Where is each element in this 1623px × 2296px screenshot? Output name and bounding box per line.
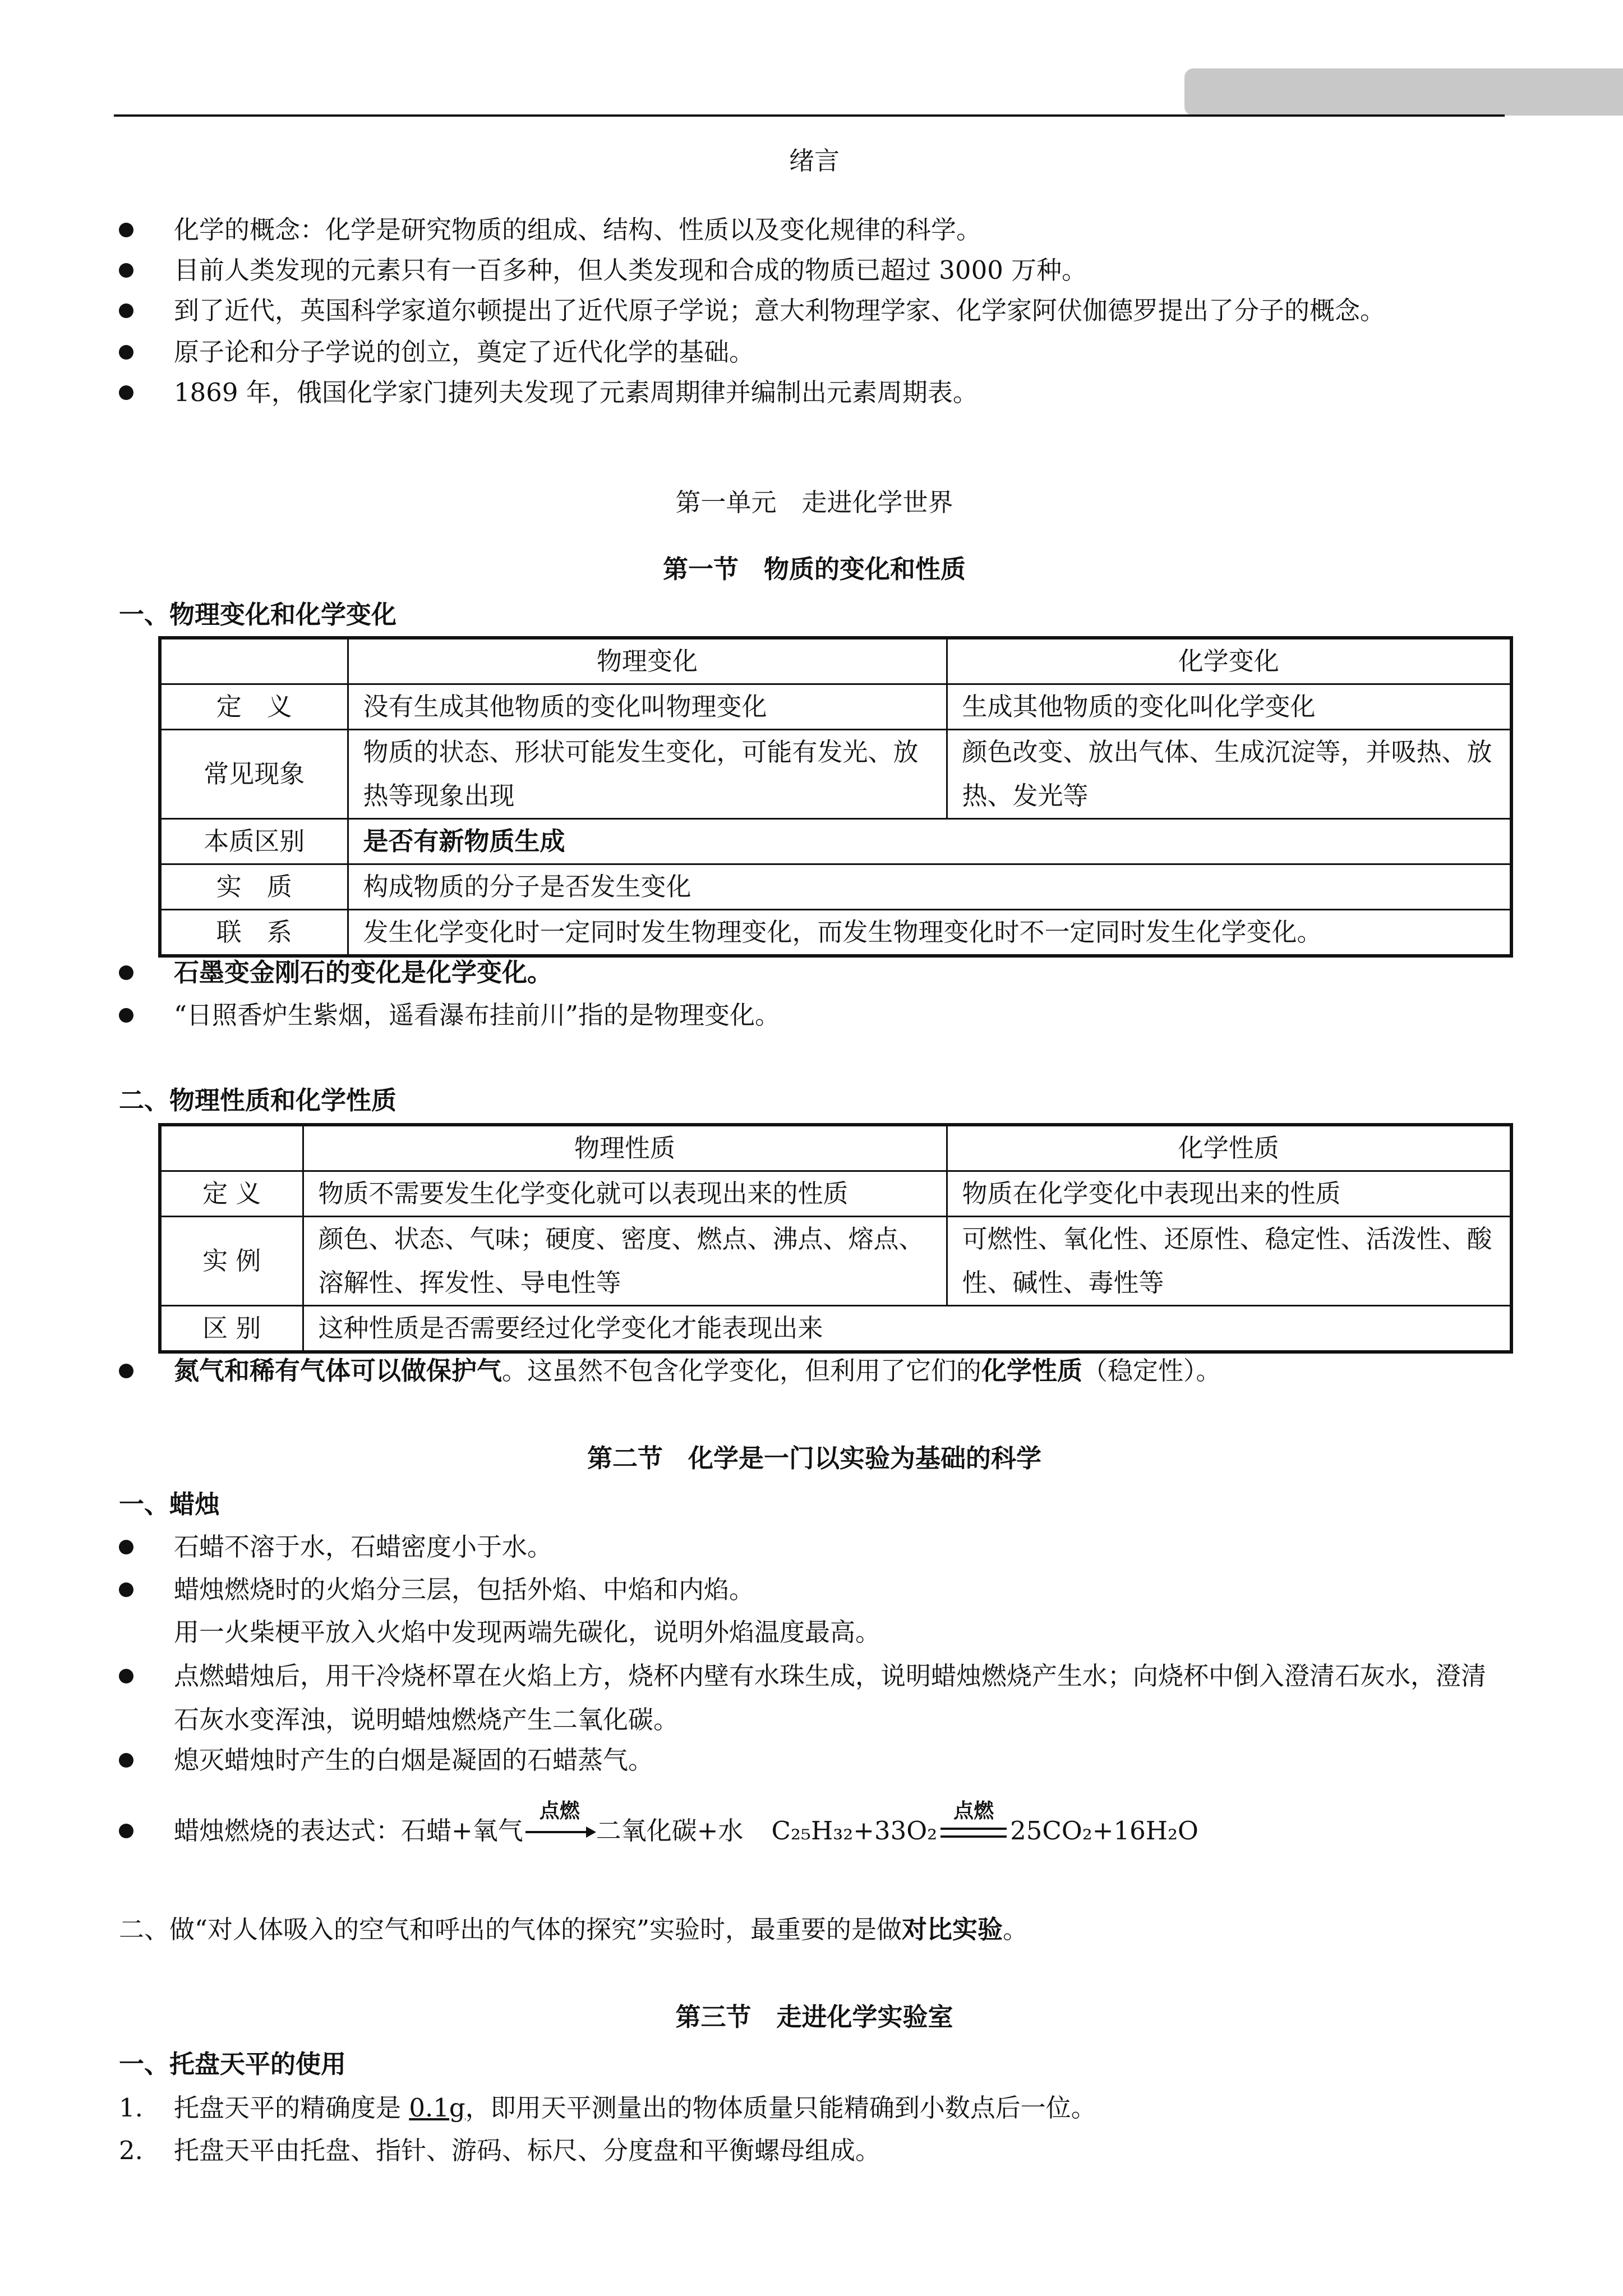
section2-part2-bold: 对比实验 [902,1915,1003,1944]
bullet-icon [119,1573,153,1607]
cell-relation: 发生化学变化时一定同时发生物理变化，而发生物理变化时不一定同时发生化学变化。 [348,910,1511,956]
col-header-physical-property: 物理性质 [303,1125,947,1171]
bullet-icon [119,254,153,287]
poem-note: “日照香炉生紫烟，遥看瀑布挂前川”指的是物理变化。 [174,1000,781,1030]
table-corner [160,1125,303,1171]
formula-products: 25CO₂+16H₂O [1010,1816,1198,1846]
table-corner [160,638,348,684]
cell-physical-phenomena: 物质的状态、形状可能发生变化，可能有发光、放热等现象出现 [348,730,947,819]
bullet-icon [119,1743,153,1777]
cell-chemical-property-definition: 物质在化学变化中表现出来的性质 [947,1171,1511,1217]
cell-physical-property-examples: 颜色、状态、气味；硬度、密度、燃点、沸点、熔点、溶解性、挥发性、导电性等 [303,1217,947,1306]
cell-physical-property-definition: 物质不需要发生化学变化就可以表现出来的性质 [303,1171,947,1217]
candle-bullet-1: 石蜡不溶于水，石蜡密度小于水。 [174,1532,553,1562]
bullet-icon [119,335,153,369]
candle-bullet-2: 蜡烛燃烧时的火焰分三层，包括外焰、中焰和内焰。 [174,1575,755,1604]
bullet-icon [119,999,153,1032]
balance-item-1-post: ，即用天平测量出的物体质量只能精确到小数点后一位。 [465,2093,1096,2123]
unit-title: 第一单元 走进化学世界 [675,487,953,517]
row-label-relation: 联 系 [160,910,348,956]
bullet-icon [119,1530,153,1564]
equation-condition: 点燃 [953,1799,994,1823]
section2-title: 第二节 化学是一门以实验为基础的科学 [587,1443,1041,1473]
list-number: 1. [119,2093,143,2123]
section2-part2 [119,1913,1028,1947]
preface-bullet-3: 到了近代，英国科学家道尔顿提出了近代原子学说；意大利物理学家、化学家阿伏伽德罗提出了分子的概念。 [174,296,1386,325]
col-header-physical-change: 物理变化 [348,638,947,684]
stability-text: （稳定性）。 [1082,1356,1221,1386]
physical-chemical-change-table [158,636,1513,958]
cell-chemical-property-examples: 可燃性、氧化性、还原性、稳定性、活泼性、酸性、碱性、毒性等 [947,1217,1511,1306]
section1-title: 第一节 物质的变化和性质 [662,554,966,584]
header-tab [1184,68,1623,116]
protective-gas-bold: 氮气和稀有气体可以做保护气 [174,1356,502,1386]
row-label-definition: 定 义 [160,1171,303,1217]
balance-item-1-pre: 托盘天平的精确度是 [174,2093,409,2123]
candle-bullet-2-cont: 用一火柴梗平放入火焰中发现两端先碳化，说明外焰温度最高。 [174,1617,881,1647]
bullet-icon [119,294,153,328]
bullet-icon [119,376,153,409]
candle-bullet-4: 熄灭蜡烛时产生的白烟是凝固的石蜡蒸气。 [174,1745,654,1775]
cell-chemical-phenomena: 颜色改变、放出气体、生成沉淀等，并吸热、放热、发光等 [947,730,1511,819]
section1-part1-heading: 一、物理变化和化学变化 [119,600,397,629]
graphite-diamond-note: 石墨变金刚石的变化是化学变化。 [174,958,553,987]
bullet-icon [119,1814,153,1848]
balance-precision-value: 0.1g [409,2093,465,2123]
chemical-property-bold: 化学性质 [981,1356,1083,1386]
word-equation-products: 二氧化碳+水 [596,1816,744,1846]
arrow-condition: 点燃 [539,1799,580,1823]
formula-reactants: C₂₅H₃₂+33O₂ [771,1816,938,1846]
bullet-icon [119,1354,153,1388]
section2-part2-end: 。 [1003,1915,1029,1944]
section1-part2-heading: 二、物理性质和化学性质 [119,1085,397,1115]
cell-essential-difference: 是否有新物质生成 [348,819,1511,864]
row-label-difference: 区 别 [160,1306,303,1352]
physical-chemical-property-table [158,1123,1513,1354]
word-equation-reactants: 蜡烛燃烧的表达式：石蜡+氧气 [174,1816,523,1846]
header-rule [114,114,1505,117]
col-header-chemical-change: 化学变化 [947,638,1511,684]
cell-chemical-definition: 生成其他物质的变化叫化学变化 [947,684,1511,730]
row-label-examples: 实 例 [160,1217,303,1306]
row-label-phenomena: 常见现象 [160,730,348,819]
row-label-essence: 实 质 [160,864,348,910]
section3-part1-heading: 一、托盘天平的使用 [119,2049,347,2079]
bullet-icon [119,1659,153,1693]
protective-gas-note [174,1354,1221,1388]
preface-bullet-4: 原子论和分子学说的创立，奠定了近代化学的基础。 [174,337,755,367]
section2-part1-heading: 一、蜡烛 [119,1489,220,1519]
balance-item-2: 托盘天平由托盘、指针、游码、标尺、分度盘和平衡螺母组成。 [174,2136,881,2165]
reaction-arrow-icon [523,1799,596,1848]
candle-combustion-expression [174,1799,1510,1848]
balance-item-1 [174,2091,1096,2125]
cell-essence: 构成物质的分子是否发生变化 [348,864,1511,910]
section2-part2-text: 二、做“对人体吸入的空气和呼出的气体的探究”实验时，最重要的是做 [119,1915,902,1944]
preface-bullet-1: 化学的概念：化学是研究物质的组成、结构、性质以及变化规律的科学。 [174,215,982,245]
preface-bullet-5: 1869 年，俄国化学家门捷列夫发现了元素周期律并编制出元素周期表。 [174,378,978,407]
section3-title: 第三节 走进化学实验室 [675,2002,953,2032]
cell-property-difference: 这种性质是否需要经过化学变化才能表现出来 [303,1306,1511,1352]
list-number: 2. [119,2136,143,2165]
col-header-chemical-property: 化学性质 [947,1125,1511,1171]
bullet-icon [119,213,153,247]
preface-title: 绪言 [789,146,840,176]
bullet-icon [119,956,153,990]
protective-gas-text: 。这虽然不包含化学变化，但利用了它们的 [502,1356,982,1386]
candle-bullet-3: 点燃蜡烛后，用干冷烧杯罩在火焰上方，烧杯内壁有水珠生成，说明蜡烛燃烧产生水；向烧杯中倒入澄清石灰水，澄清石灰水变浑浊，说明蜡烛燃烧产生二氧化碳。 [174,1661,1487,1734]
row-label-definition: 定 义 [160,684,348,730]
row-label-essential-difference: 本质区别 [160,819,348,864]
cell-physical-definition: 没有生成其他物质的变化叫物理变化 [348,684,947,730]
double-line-equals-icon [937,1799,1010,1848]
preface-bullet-2: 目前人类发现的元素只有一百多种，但人类发现和合成的物质已超过 3000 万种。 [174,255,1087,285]
